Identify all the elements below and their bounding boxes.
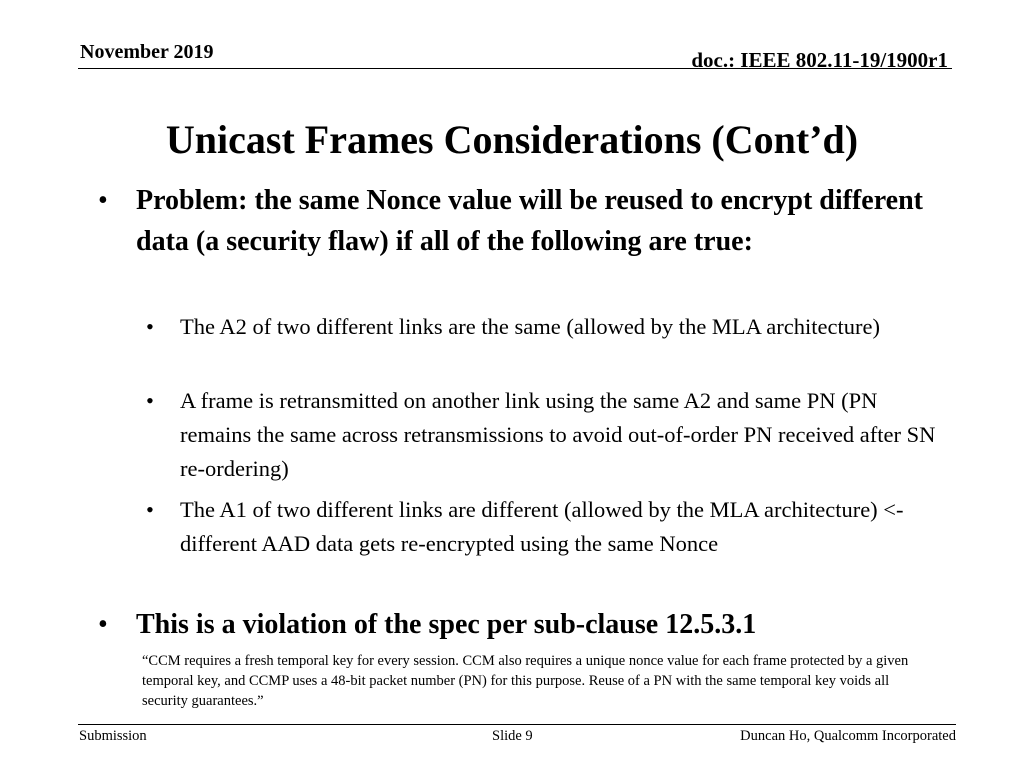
footer-submission: Submission	[79, 728, 147, 744]
slide-title: Unicast Frames Considerations (Cont’d)	[165, 117, 859, 162]
bullet-marker: •	[98, 185, 108, 216]
sub-bullet-marker: •	[146, 388, 154, 413]
sub-bullet-retransmit-text: A frame is retransmitted on another link using the same A2 and same PN (PN remains the same across retransmissions to avoid out-of-order PN received after SN re-ordering)	[180, 388, 936, 481]
footer-slide-number: Slide 9	[492, 728, 533, 744]
spec-quote: “CCM requires a fresh temporal key for every session. CCM also requires a unique nonce value for each frame protected by a given temporal key, and CCMP uses a 48-bit packet number (PN) for this purpose. Reuse of a PN with the same temporal key voids all security guarantees.”	[142, 653, 909, 709]
sub-bullet-a2	[146, 310, 940, 344]
sub-bullet-marker: •	[146, 314, 154, 339]
sub-bullet-a2-text: The A2 of two different links are the same (allowed by the MLA architecture)	[180, 314, 880, 339]
bullet-violation-text: This is a violation of the spec per sub-clause 12.5.3.1	[136, 609, 757, 640]
bullet-marker: •	[98, 609, 108, 640]
bullet-violation	[98, 604, 926, 645]
sub-bullet-a1-text: The A1 of two different links are different (allowed by the MLA architecture) <- different AAD data gets re-encrypted using the same Nonce	[180, 497, 904, 556]
header-date: November 2019	[80, 41, 214, 63]
sub-bullet-retransmit	[146, 384, 940, 486]
header-divider	[78, 68, 952, 69]
header-doc-number: doc.: IEEE 802.11-19/1900r1	[691, 48, 948, 72]
bullet-problem	[98, 180, 926, 262]
sub-bullet-a1	[146, 493, 940, 561]
sub-bullet-marker: •	[146, 497, 154, 522]
footer-divider	[78, 724, 956, 725]
footer-author: Duncan Ho, Qualcomm Incorporated	[740, 728, 956, 744]
bullet-problem-text: Problem: the same Nonce value will be reused to encrypt different data (a security flaw) if all of the following are true:	[136, 185, 923, 257]
